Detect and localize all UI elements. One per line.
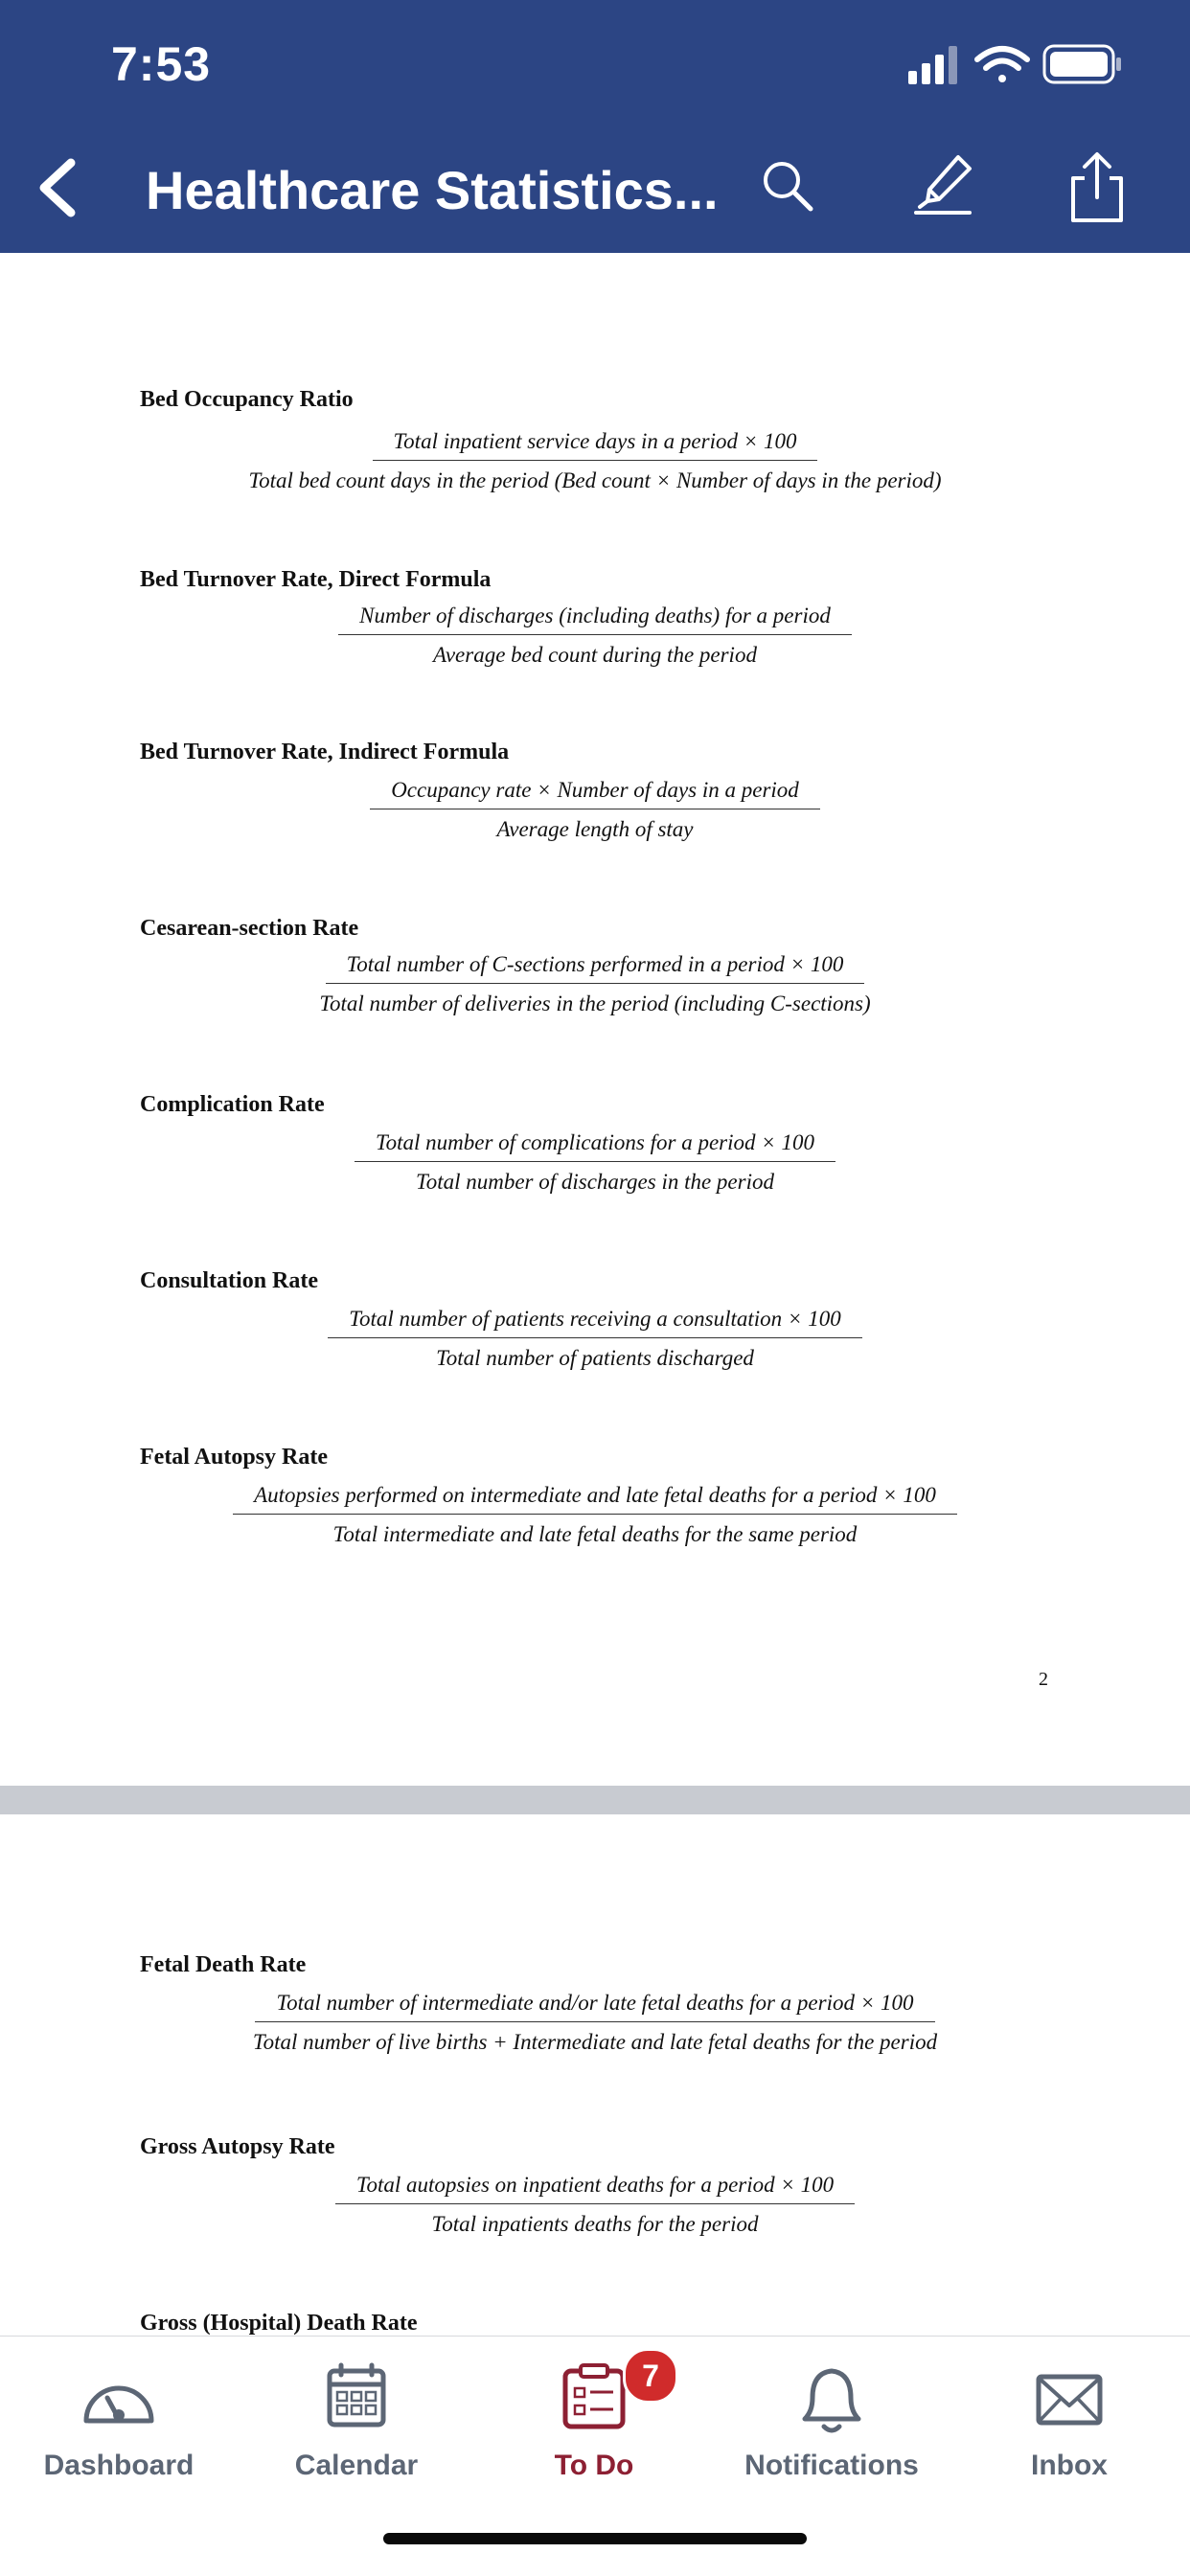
formula-title: Complication Rate: [140, 1092, 325, 1117]
todo-count-badge: 7: [623, 2348, 678, 2404]
formula-fraction: [0, 1483, 1190, 1547]
tab-calendar[interactable]: [238, 2337, 475, 2490]
formula-title: Gross (Hospital) Death Rate: [140, 2311, 418, 2336]
tab-notifications[interactable]: [713, 2337, 950, 2490]
page-separator: [0, 1786, 1190, 1814]
page-title: Healthcare Statistics...: [146, 160, 719, 220]
share-icon: [1064, 149, 1131, 226]
app-header: [0, 0, 1190, 253]
formula-numerator: Number of discharges (including deaths) for a period: [338, 604, 852, 635]
search-button[interactable]: [759, 157, 816, 215]
formula-fraction: [0, 429, 1190, 493]
search-icon: [759, 157, 816, 215]
gauge-icon: [0, 2356, 238, 2442]
formula-title: Bed Turnover Rate, Indirect Formula: [140, 740, 510, 764]
tab-label: Dashboard: [43, 2450, 195, 2481]
formula-numerator: Total number of C-sections performed in a period × 100: [326, 952, 865, 984]
formula-denominator: Total number of discharges in the period: [416, 1170, 774, 1194]
formula-numerator: Autopsies performed on intermediate and late fetal deaths for a period × 100: [233, 1483, 957, 1515]
formula-numerator: Total number of patients receiving a consultation × 100: [328, 1307, 861, 1338]
tab-inbox[interactable]: [950, 2337, 1188, 2490]
wifi-icon: [977, 49, 1027, 82]
formula-title: Fetal Death Rate: [140, 1952, 307, 1977]
tab-label: To Do: [554, 2450, 634, 2481]
status-time: 7:53: [111, 37, 212, 91]
status-icons: [908, 42, 1129, 90]
home-indicator[interactable]: [383, 2533, 807, 2544]
formula-fraction: [0, 1307, 1190, 1371]
formula-fraction: [0, 1991, 1190, 2055]
formula-denominator: Total bed count days in the period (Bed count × Number of days in the period): [248, 468, 942, 492]
back-button[interactable]: [29, 153, 86, 220]
calendar-icon: [238, 2356, 475, 2442]
envelope-icon: [950, 2356, 1188, 2442]
formula-title: Bed Turnover Rate, Direct Formula: [140, 567, 492, 592]
formula-denominator: Total intermediate and late fetal deaths for the same period: [332, 1522, 858, 1546]
formula-numerator: Total number of intermediate and/or late fetal deaths for a period × 100: [255, 1991, 934, 2022]
formula-denominator: Total number of deliveries in the period (including C-sections): [319, 992, 871, 1015]
formula-denominator: Average bed count during the period: [433, 643, 757, 667]
document-page-2: [0, 1814, 1190, 2336]
share-button[interactable]: [1064, 149, 1131, 226]
formula-numerator: Total number of complications for a period × 100: [355, 1130, 835, 1162]
document-page-1: [0, 253, 1190, 1786]
annotate-button[interactable]: [910, 151, 977, 218]
highlighter-icon: [910, 151, 977, 218]
formula-denominator: Total number of live births + Intermediate and late fetal deaths for the period: [252, 2030, 938, 2054]
formula-fraction: [0, 778, 1190, 842]
formula-title: Consultation Rate: [140, 1268, 319, 1293]
tab-dashboard[interactable]: [0, 2337, 238, 2490]
tab-label: Inbox: [1031, 2450, 1108, 2481]
battery-icon: [1044, 46, 1121, 82]
formula-title: Fetal Autopsy Rate: [140, 1445, 328, 1470]
page-number: 2: [1039, 1669, 1048, 1690]
formula-numerator: Occupancy rate × Number of days in a period: [370, 778, 820, 809]
formula-numerator: Total inpatient service days in a period × 100: [373, 429, 818, 461]
formula-title: Gross Autopsy Rate: [140, 2134, 335, 2159]
signal-icon: [908, 46, 957, 84]
formula-numerator: Total autopsies on inpatient deaths for a period × 100: [335, 2173, 855, 2204]
formula-fraction: [0, 604, 1190, 668]
formula-title: Cesarean-section Rate: [140, 916, 359, 941]
formula-title: Bed Occupancy Ratio: [140, 387, 354, 412]
formula-fraction: [0, 2173, 1190, 2237]
tab-label: Notifications: [744, 2450, 919, 2481]
tab-todo[interactable]: [475, 2337, 713, 2490]
formula-fraction: [0, 952, 1190, 1016]
formula-denominator: Total inpatients deaths for the period: [431, 2212, 759, 2236]
formula-denominator: Average length of stay: [496, 817, 694, 841]
bell-icon: [713, 2356, 950, 2442]
chevron-left-icon: [29, 153, 86, 220]
formula-denominator: Total number of patients discharged: [436, 1346, 754, 1370]
tab-label: Calendar: [294, 2450, 419, 2481]
formula-fraction: [0, 1130, 1190, 1195]
